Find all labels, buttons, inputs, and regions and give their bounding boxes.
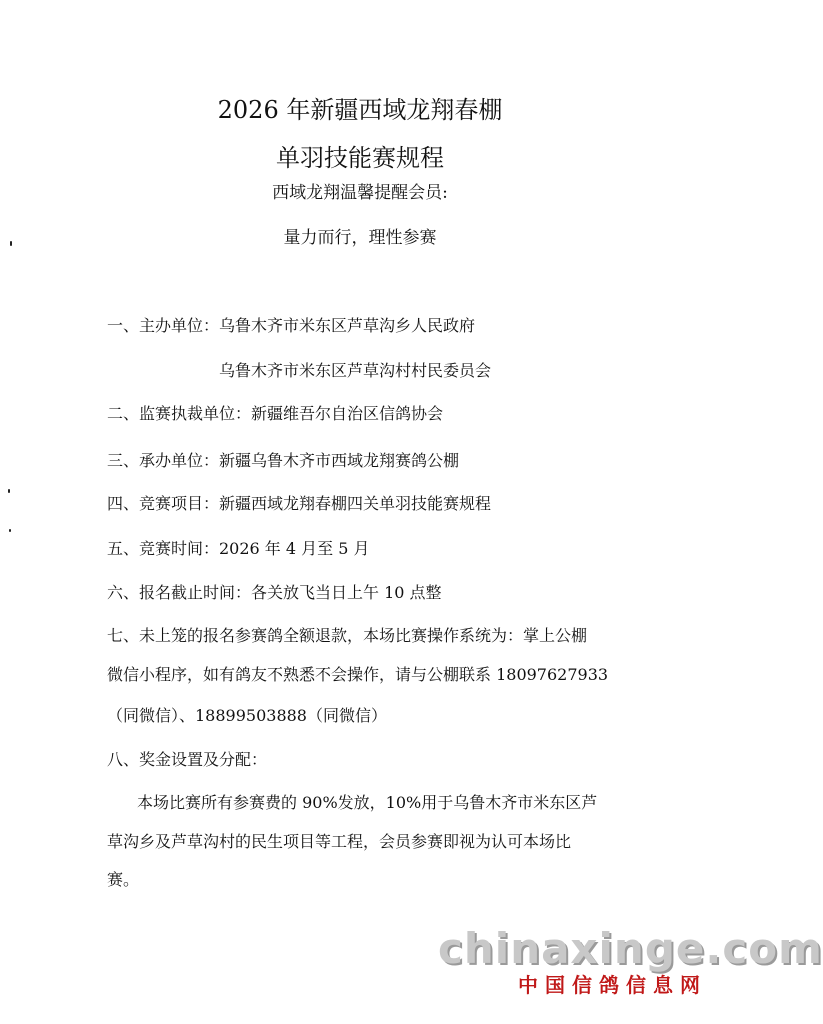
section-prize: 八、奖金设置及分配： (107, 750, 268, 769)
watermark-site: chinaxinge.com (438, 924, 823, 973)
section-organizer: 一、主办单位：乌鲁木齐市米东区芦草沟乡人民政府 (107, 316, 476, 335)
reminder-line1: 西域龙翔温馨提醒会员: (272, 183, 448, 203)
section-organizer-continued: 乌鲁木齐市米东区芦草沟村村民委员会 (219, 361, 492, 380)
section-supervisor: 二、监赛执裁单位：新疆维吾尔自治区信鸽协会 (107, 404, 444, 423)
section-refund-line1: 七、未上笼的报名参赛鸽全额退款，本场比赛操作系统为：掌上公棚 (107, 626, 588, 645)
section-time: 五、竞赛时间：2026 年 4 月至 5 月 (107, 539, 370, 558)
watermark-site-cn: 中国信鸽信息网 (518, 973, 707, 997)
section-refund-line2: 微信小程序，如有鸽友不熟悉不会操作，请与公棚联系 18097627933 (107, 665, 609, 684)
prize-paragraph-line3: 赛。 (107, 870, 140, 889)
scan-speck (8, 489, 10, 493)
prize-paragraph-line2: 草沟乡及芦草沟村的民生项目等工程，会员参赛即视为认可本场比 (107, 832, 572, 851)
scan-speck (9, 529, 11, 532)
scan-speck (10, 241, 12, 246)
section-refund-line3: （同微信）、18899503888（同微信） (107, 706, 387, 725)
reminder-line2: 量力而行，理性参赛 (283, 228, 437, 248)
prize-paragraph-line1: 本场比赛所有参赛费的 90%发放，10%用于乌鲁木齐市米东区芦 (137, 793, 598, 812)
document-title-line1: 2026 年新疆西域龙翔春棚 (217, 96, 503, 124)
section-host: 三、承办单位：新疆乌鲁木齐市西域龙翔赛鸽公棚 (107, 451, 460, 470)
section-deadline: 六、报名截止时间：各关放飞当日上午 10 点整 (107, 583, 442, 602)
document-title-line2: 单羽技能赛规程 (276, 144, 444, 172)
section-event: 四、竞赛项目：新疆西域龙翔春棚四关单羽技能赛规程 (107, 494, 492, 513)
